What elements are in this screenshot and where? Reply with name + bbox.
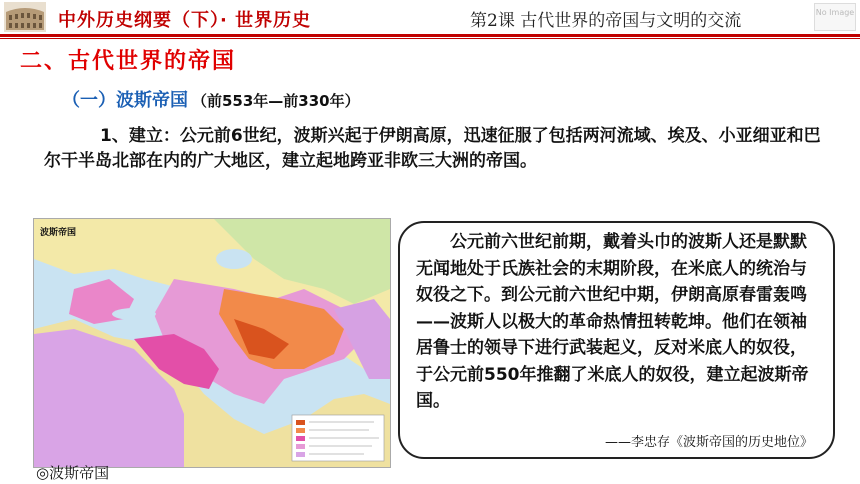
header-divider — [0, 34, 860, 37]
map-caption: ◎波斯帝国 — [36, 464, 110, 482]
map-image — [34, 219, 390, 467]
map-label: 波斯帝国 — [40, 228, 77, 238]
quote-text — [416, 229, 822, 415]
lesson-title: 第2课 古代世界的帝国与文明的交流 — [470, 11, 742, 31]
quote-body: 公元前六世纪前期，戴着头巾的波斯人还是默默无闻地处于氏族社会的末期阶段，在米底人的统治与奴役之下。到公元前六世纪中期，伊朗高原春雷轰鸣——波斯人以极大的革命热情扭转乾坤。他们在领袖居鲁士的领导下进行武装起义，反对米底人的奴役，于公元前550年推翻了米底人的奴役，建立起波斯帝国。 — [416, 232, 809, 411]
colosseum-icon — [4, 2, 46, 32]
paragraph-text: 公元前6世纪，波斯兴起于伊朗高原，迅速征服了包括两河流域、埃及、小亚细亚和巴尔干半岛北部在内的广大地区，建立起地跨亚非欧三大洲的帝国。 — [44, 126, 821, 171]
subsection-period: （前553年—前330年） — [192, 92, 360, 110]
header-divider-thin — [0, 38, 860, 39]
image-placeholder: No Image — [814, 3, 856, 31]
quote-source: ——李忠存《波斯帝国的历史地位》 — [604, 435, 813, 450]
quote-box — [398, 221, 835, 459]
section-title: 二、古代世界的帝国 — [20, 49, 237, 74]
course-title: 中外历史纲要（下）· 世界历史 — [58, 10, 312, 31]
persian-empire-map — [33, 218, 391, 468]
subsection-title: （一）波斯帝国 — [62, 90, 188, 111]
paragraph-label: 1、建立： — [100, 126, 180, 146]
header-bar — [0, 0, 860, 34]
establishment-paragraph — [44, 124, 824, 174]
subsection-heading — [62, 86, 360, 112]
